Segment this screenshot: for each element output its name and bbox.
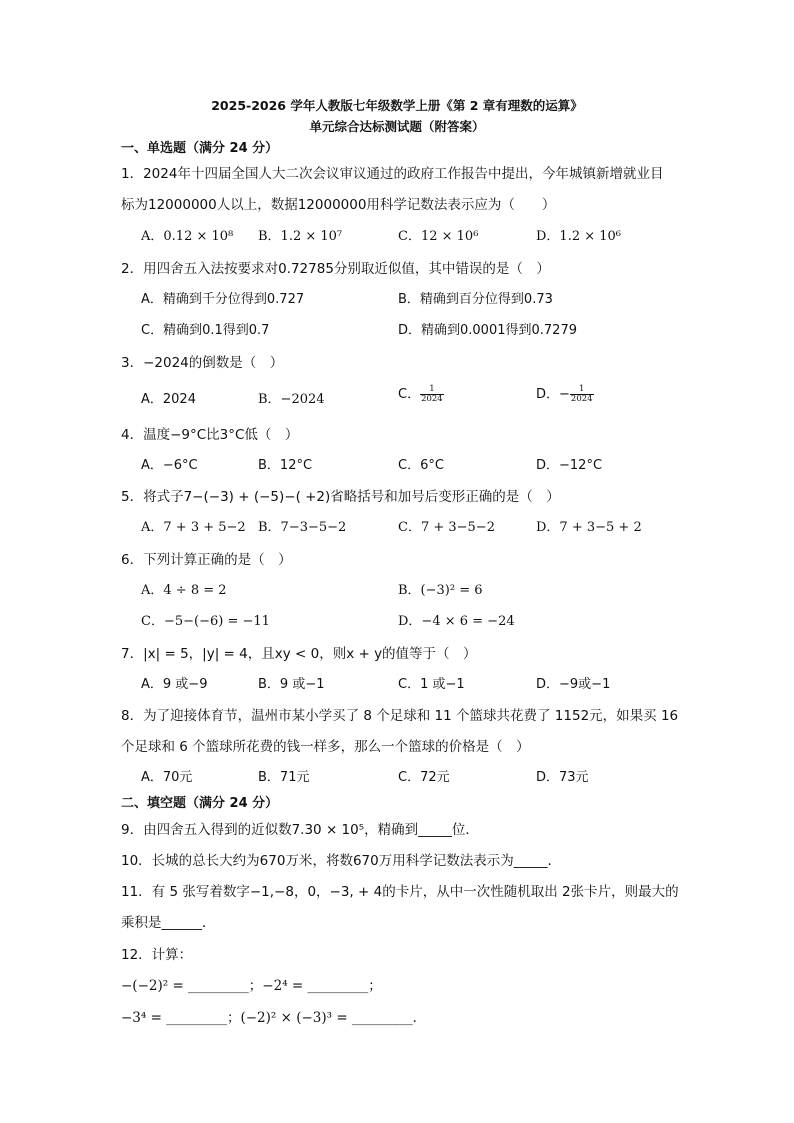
question-8-option-c: C．72元 bbox=[398, 770, 450, 785]
question-12-line-2: −3⁴ = _________；(−2)² × (−3)³ = _________． bbox=[121, 1010, 427, 1026]
fraction-denominator: 2024 bbox=[421, 393, 443, 404]
fraction-numerator: 1 bbox=[420, 385, 444, 395]
question-3-stem: 3．−2024的倒数是（ ） bbox=[121, 355, 284, 371]
question-3-option-d-label: D．− bbox=[536, 386, 570, 402]
question-5-option-b: B．7−3−5−2 bbox=[258, 520, 347, 535]
question-3-option-d bbox=[536, 385, 594, 404]
question-8-option-d: D．73元 bbox=[536, 770, 589, 785]
question-7-option-d: D．−9或−1 bbox=[536, 677, 611, 692]
question-3-option-c-fraction bbox=[420, 385, 444, 404]
question-1-line-1: 1．2024年十四届全国人大二次会议审议通过的政府工作报告中提出，今年城镇新增就业目 bbox=[121, 166, 664, 182]
fraction-denominator: 2024 bbox=[570, 393, 593, 404]
question-2-stem: 2．用四舍五入法按要求对0.72785分别取近似值，其中错误的是（ ） bbox=[121, 261, 550, 277]
question-8-option-a: A．70元 bbox=[141, 770, 193, 785]
question-3-option-c bbox=[398, 385, 444, 404]
question-5-stem: 5．将式子7−(−3) + (−5)−( +2)省略括号和加号后变形正确的是（ ） bbox=[121, 489, 560, 505]
question-6-option-a: A．4 ÷ 8 = 2 bbox=[141, 583, 227, 598]
question-3-option-a: A．2024 bbox=[141, 392, 196, 407]
question-7-option-b: B．9 或−1 bbox=[258, 677, 325, 692]
question-7-option-a: A．9 或−9 bbox=[141, 677, 208, 692]
question-10: 10．长城的总长大约为670万米，将数670万用科学记数法表示为_____． bbox=[121, 853, 561, 869]
question-1-line-2: 标为12000000人以上，数据12000000用科学记数法表示应为（ ） bbox=[121, 197, 556, 213]
question-8-line-1: 8．为了迎接体育节，温州市某小学买了 8 个足球和 11 个篮球共花费了 1152元，如果买 16 bbox=[121, 708, 679, 724]
question-6-option-d: D．−4 × 6 = −24 bbox=[398, 614, 515, 629]
section-fill-in: 二、填空题（满分 24 分） bbox=[121, 796, 279, 811]
question-7-option-c: C．1 或−1 bbox=[398, 677, 465, 692]
question-6-option-b: B．(−3)² = 6 bbox=[398, 583, 483, 598]
question-5-option-a: A．7 + 3 + 5−2 bbox=[141, 520, 246, 535]
question-6-option-c: C．−5−(−6) = −11 bbox=[141, 614, 270, 629]
title-line-2: 单元综合达标测试题（附答案） bbox=[309, 119, 485, 134]
question-4-option-d: D．−12°C bbox=[536, 458, 603, 473]
question-4-option-b: B．12°C bbox=[258, 458, 313, 473]
question-4-stem: 4．温度−9°C比3°C低（ ） bbox=[121, 427, 299, 443]
question-3-option-d-fraction bbox=[570, 385, 594, 404]
question-2-option-c: C．精确到0.1得到0.7 bbox=[141, 323, 270, 338]
question-12-stem: 12．计算： bbox=[121, 947, 193, 963]
question-12-line-1: −(−2)² = _________；−2⁴ = _________； bbox=[121, 978, 382, 994]
question-6-stem: 6．下列计算正确的是（ ） bbox=[121, 552, 292, 568]
fraction-numerator: 1 bbox=[570, 385, 594, 395]
question-1-option-d: D．1.2 × 10⁶ bbox=[536, 229, 622, 244]
question-3-option-c-label: C． bbox=[398, 386, 421, 402]
question-9: 9．由四舍五入得到的近似数7.30 × 10⁵，精确到_____位． bbox=[121, 822, 479, 838]
question-2-option-a: A．精确到千分位得到0.727 bbox=[141, 292, 305, 307]
question-11-line-2: 乘积是______． bbox=[121, 915, 216, 931]
question-1-option-b: B．1.2 × 10⁷ bbox=[258, 229, 343, 244]
question-5-option-d: D．7 + 3−5 + 2 bbox=[536, 520, 642, 535]
question-1-option-a: A．0.12 × 10⁸ bbox=[141, 229, 234, 244]
question-5-option-c: C．7 + 3−5−2 bbox=[398, 520, 495, 535]
question-2-option-d: D．精确到0.0001得到0.7279 bbox=[398, 323, 577, 338]
question-4-option-c: C．6°C bbox=[398, 458, 444, 473]
question-8-line-2: 个足球和 6 个篮球所花费的钱一样多，那么一个篮球的价格是（ ） bbox=[121, 739, 530, 755]
title-line-1: 2025-2026 学年人教版七年级数学上册《第 2 章有理数的运算》 bbox=[211, 98, 583, 113]
section-single-choice: 一、单选题（满分 24 分） bbox=[121, 141, 279, 156]
question-4-option-a: A．−6°C bbox=[141, 458, 198, 473]
question-2-option-b: B．精确到百分位得到0.73 bbox=[398, 292, 553, 307]
question-3-option-b: B．−2024 bbox=[258, 392, 325, 407]
question-8-option-b: B．71元 bbox=[258, 770, 310, 785]
question-11-line-1: 11．有 5 张写着数字−1,−8，0，−3, + 4的卡片，从中一次性随机取出 2张卡片，则最大的 bbox=[121, 884, 679, 900]
question-7-stem: 7．|x| = 5，|y| = 4，且xy < 0，则x + y的值等于（ ） bbox=[121, 646, 477, 662]
question-1-option-c: C．12 × 10⁶ bbox=[398, 229, 479, 244]
